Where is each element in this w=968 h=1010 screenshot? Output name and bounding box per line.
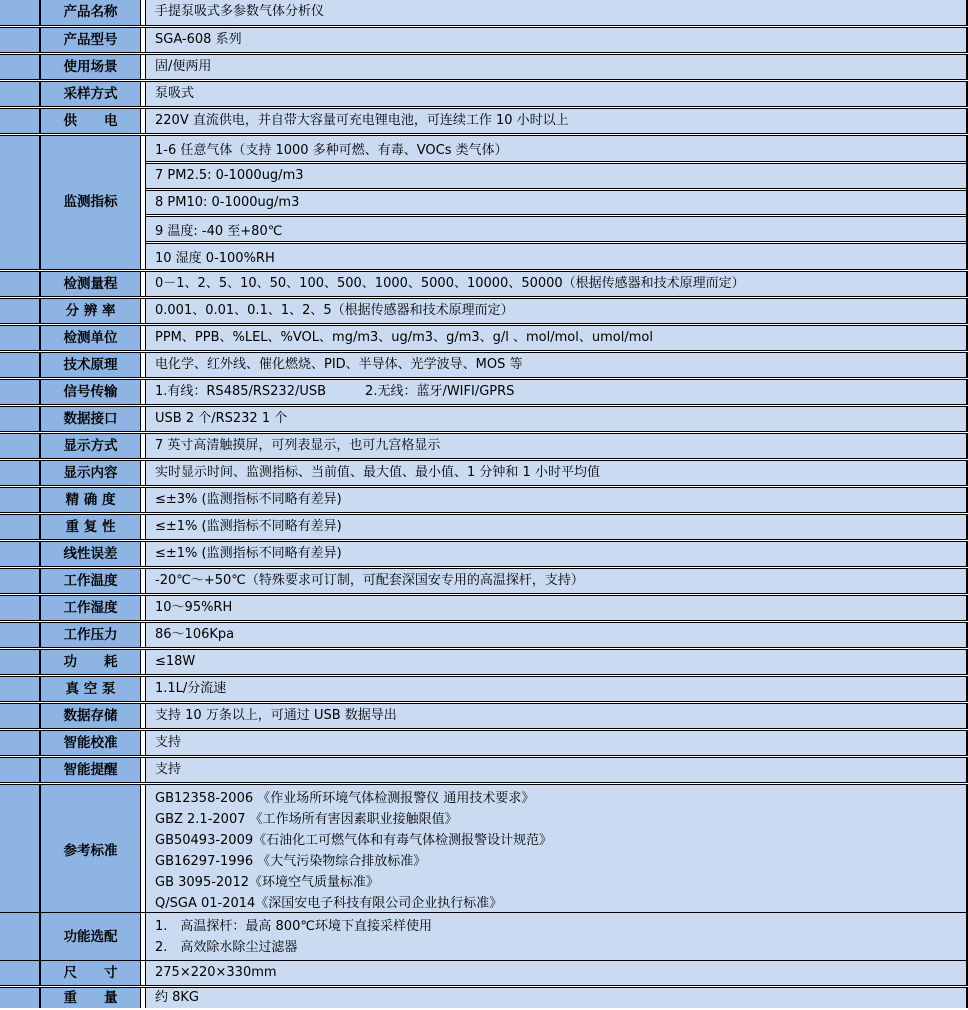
spec-row	[0, 352, 968, 378]
spec-value-stack	[145, 136, 968, 269]
spec-value: 1.1L/分流速	[145, 677, 968, 701]
spec-row	[0, 912, 968, 959]
spec-value: 7 PM2.5: 0-1000ug/m3	[146, 163, 966, 189]
left-margin-cell	[0, 299, 41, 323]
spec-value: 9 温度: -40 至+80℃	[146, 216, 966, 242]
spec-label: 智能校准	[41, 731, 141, 755]
left-margin-cell	[0, 461, 41, 485]
spec-row	[0, 271, 968, 297]
spec-label: 信号传输	[41, 380, 141, 404]
left-margin-cell	[0, 650, 41, 674]
spec-value-line: GB16297-1996 《大气污染物综合排放标准》	[155, 854, 427, 869]
spec-value: 220V 直流供电，并自带大容量可充电锂电池，可连续工作 10 小时以上	[145, 109, 968, 133]
spec-label: 产品名称	[41, 0, 141, 25]
spec-value: 固/便两用	[145, 55, 968, 79]
spec-row	[0, 703, 968, 729]
spec-value: 约 8KG	[145, 988, 968, 1008]
spec-value: 电化学、红外线、催化燃烧、PID、半导体、光学波导、MOS 等	[145, 353, 968, 377]
spec-label: 尺 寸	[41, 961, 141, 985]
spec-label: 供 电	[41, 109, 141, 133]
spec-value-line: GB50493-2009《石油化工可燃气体和有毒气体检测报警设计规范》	[155, 833, 553, 848]
left-margin-cell	[0, 913, 41, 961]
spec-label: 检测量程	[41, 272, 141, 296]
spec-value: 8 PM10: 0-1000ug/m3	[146, 190, 966, 216]
spec-row	[0, 54, 968, 80]
spec-row	[0, 622, 968, 648]
left-margin-cell	[0, 353, 41, 377]
spec-label: 重 复 性	[41, 515, 141, 539]
spec-value: 7 英寸高清触摸屏，可列表显示，也可九宫格显示	[145, 434, 968, 458]
spec-row	[0, 27, 968, 53]
spec-label: 工作压力	[41, 623, 141, 647]
left-margin-cell	[0, 569, 41, 593]
spec-value-line: 1. 高温探杆：最高 800℃环境下直接采样使用	[155, 919, 432, 934]
spec-label: 真 空 泵	[41, 677, 141, 701]
spec-label: 参考标准	[41, 785, 141, 917]
spec-value: 手提泵吸式多参数气体分析仪	[145, 0, 968, 25]
spec-row	[0, 541, 968, 567]
spec-row	[0, 595, 968, 621]
spec-row	[0, 676, 968, 702]
spec-label: 线性误差	[41, 542, 141, 566]
spec-value: ≤±3% (监测指标不同略有差异)	[145, 488, 968, 512]
spec-value-line: GBZ 2.1-2007 《工作场所有害因素职业接触限值》	[155, 812, 458, 827]
spec-value: ≤±1% (监测指标不同略有差异)	[145, 515, 968, 539]
spec-row	[0, 298, 968, 324]
left-margin-cell	[0, 272, 41, 296]
spec-value: 10～95%RH	[145, 596, 968, 620]
spec-value-line: GB 3095-2012《环境空气质量标准》	[155, 875, 379, 890]
spec-value: 0.001、0.01、0.1、1、2、5（根据传感器和技术原理而定）	[145, 299, 968, 323]
spec-value: 支持	[145, 731, 968, 755]
left-margin-cell	[0, 380, 41, 404]
spec-row	[0, 487, 968, 513]
spec-label: 产品型号	[41, 28, 141, 52]
spec-value: ≤18W	[145, 650, 968, 674]
spec-value-line: GB12358-2006 《作业场所环境气体检测报警仪 通用技术要求》	[155, 791, 535, 806]
spec-row	[0, 433, 968, 459]
spec-value: -20℃～+50℃（特殊要求可订制，可配套深国安专用的高温探杆，支持）	[145, 569, 968, 593]
spec-label: 智能提醒	[41, 758, 141, 782]
spec-row	[0, 406, 968, 432]
left-margin-cell	[0, 488, 41, 512]
spec-label: 重 量	[41, 988, 141, 1008]
left-margin-cell	[0, 407, 41, 431]
left-margin-cell	[0, 82, 41, 106]
spec-row	[0, 108, 968, 134]
spec-value: 275×220×330mm	[145, 961, 968, 985]
left-margin-cell	[0, 136, 41, 269]
spec-label: 功 耗	[41, 650, 141, 674]
spec-row	[0, 325, 968, 351]
spec-row	[0, 514, 968, 540]
spec-value-multiline	[145, 913, 968, 961]
spec-row	[0, 757, 968, 783]
left-margin-cell	[0, 988, 41, 1008]
spec-label: 功能选配	[41, 913, 141, 961]
left-margin-cell	[0, 434, 41, 458]
left-margin-cell	[0, 961, 41, 985]
spec-value: ≤±1% (监测指标不同略有差异)	[145, 542, 968, 566]
spec-value: 支持 10 万条以上，可通过 USB 数据导出	[145, 704, 968, 728]
spec-row	[0, 460, 968, 486]
spec-row	[0, 960, 968, 986]
spec-row	[0, 730, 968, 756]
spec-value: 1-6 任意气体（支持 1000 多种可燃、有毒、VOCs 类气体）	[146, 136, 966, 162]
spec-row	[0, 0, 968, 26]
spec-value: 0－1、2、5、10、50、100、500、1000、5000、10000、50000（根据传感器和技术原理而定）	[145, 272, 968, 296]
spec-value-line: 2. 高效除水除尘过滤器	[155, 940, 298, 955]
spec-value: 86～106Kpa	[145, 623, 968, 647]
spec-row	[0, 987, 968, 1008]
spec-label: 数据接口	[41, 407, 141, 431]
left-margin-cell	[0, 326, 41, 350]
spec-label: 使用场景	[41, 55, 141, 79]
left-margin-cell	[0, 28, 41, 52]
spec-label: 采样方式	[41, 82, 141, 106]
spec-value: 支持	[145, 758, 968, 782]
spec-label: 技术原理	[41, 353, 141, 377]
left-margin-cell	[0, 677, 41, 701]
left-margin-cell	[0, 109, 41, 133]
left-margin-cell	[0, 758, 41, 782]
left-margin-cell	[0, 0, 41, 25]
spec-value: PPM、PPB、%LEL、%VOL、mg/m3、ug/m3、g/m3、g/l 、mol/mol、umol/mol	[145, 326, 968, 350]
spec-value-line: Q/SGA 01-2014《深国安电子科技有限公司企业执行标准》	[155, 896, 503, 911]
spec-value: USB 2 个/RS232 1 个	[145, 407, 968, 431]
spec-row	[0, 81, 968, 107]
spec-row	[0, 568, 968, 594]
left-margin-cell	[0, 731, 41, 755]
spec-value: 10 湿度 0-100%RH	[146, 243, 966, 269]
spec-value-multiline	[145, 785, 968, 917]
left-margin-cell	[0, 785, 41, 917]
left-margin-cell	[0, 542, 41, 566]
spec-row	[0, 784, 968, 911]
left-margin-cell	[0, 596, 41, 620]
spec-value: 实时显示时间、监测指标、当前值、最大值、最小值、1 分钟和 1 小时平均值	[145, 461, 968, 485]
spec-label: 检测单位	[41, 326, 141, 350]
spec-label: 工作温度	[41, 569, 141, 593]
left-margin-cell	[0, 55, 41, 79]
spec-label: 显示方式	[41, 434, 141, 458]
spec-value: 泵吸式	[145, 82, 968, 106]
spec-value: SGA-608 系列	[145, 28, 968, 52]
left-margin-cell	[0, 704, 41, 728]
spec-label: 分 辨 率	[41, 299, 141, 323]
spec-row	[0, 649, 968, 675]
spec-label: 工作湿度	[41, 596, 141, 620]
spec-label: 监测指标	[41, 136, 141, 269]
left-margin-cell	[0, 515, 41, 539]
spec-label: 精 确 度	[41, 488, 141, 512]
spec-label: 数据存储	[41, 704, 141, 728]
spec-row	[0, 379, 968, 405]
spec-label: 显示内容	[41, 461, 141, 485]
spec-row	[0, 135, 968, 270]
spec-value: 1.有线：RS485/RS232/USB 2.无线：蓝牙/WIFI/GPRS	[145, 380, 968, 404]
left-margin-cell	[0, 623, 41, 647]
